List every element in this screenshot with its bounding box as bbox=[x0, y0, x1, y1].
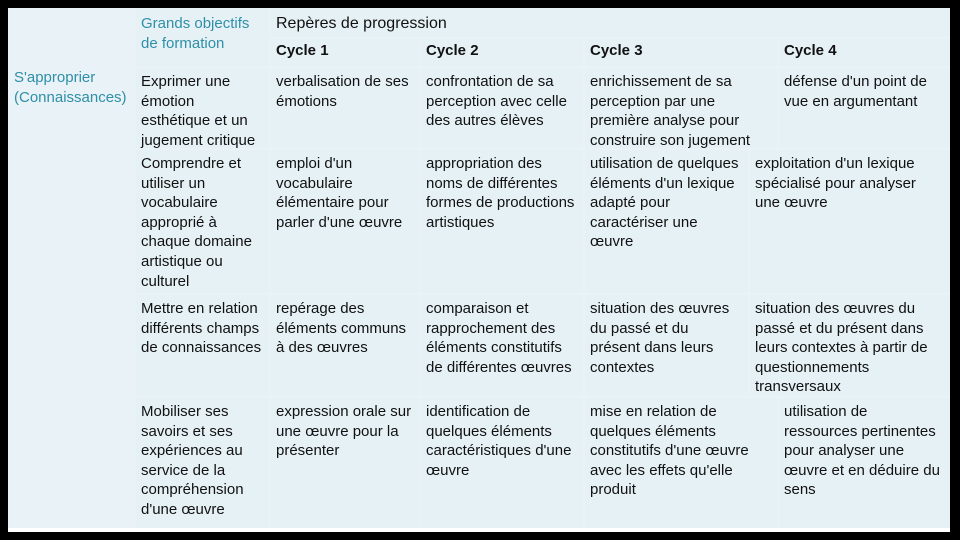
row1-cycle4: défense d'un point de vue en argumentant bbox=[779, 68, 950, 148]
row3-cycle3: situation des œuvres du passé et du présent dans leurs contextes bbox=[585, 295, 748, 396]
bottom-strip bbox=[8, 528, 950, 532]
objectives-header: Grands objectifs de formation bbox=[136, 8, 269, 66]
row1-cycle2: confrontation de sa perception avec celle des autres élèves bbox=[421, 68, 583, 148]
section-label: S'approprier (Connaissances) bbox=[8, 66, 134, 528]
row1-cycle3: enrichissement de sa perception par une première analyse pour construire son jugement bbox=[585, 68, 777, 148]
row1-objective: Exprimer une émotion esthétique et un jugement critique bbox=[136, 68, 269, 148]
cycle3-header: Cycle 3 bbox=[585, 39, 777, 66]
cycle4-header: Cycle 4 bbox=[779, 39, 950, 66]
row4-cycle4: utilisation de ressources pertinentes pour analyser une œuvre et en déduire du sens bbox=[779, 398, 950, 528]
row1-cycle1: verbalisation de ses émotions bbox=[271, 68, 419, 148]
row2-cycle1: emploi d'un vocabulaire élémentaire pour parler d'une œuvre bbox=[271, 150, 419, 293]
row3-objective: Mettre en relation différents champs de connaissances bbox=[136, 295, 269, 396]
row4-objective: Mobiliser ses savoirs et ses expériences au service de la compréhension d'une œuvre bbox=[136, 398, 269, 528]
row2-cycle4: exploitation d'un lexique spécialisé pour analyser une œuvre bbox=[750, 150, 950, 293]
progression-header: Repères de progression bbox=[271, 8, 950, 37]
cycle1-header: Cycle 1 bbox=[271, 39, 419, 66]
row3-cycle2: comparaison et rapprochement des éléments constitutifs de différentes œuvres bbox=[421, 295, 583, 396]
cycle2-header: Cycle 2 bbox=[421, 39, 583, 66]
row3-cycle4: situation des œuvres du passé et du présent dans leurs contextes à partir de questionnements transversaux bbox=[750, 295, 950, 396]
row4-cycle3: mise en relation de quelques éléments constitutifs d'une œuvre avec les effets qu'elle produit bbox=[585, 398, 777, 528]
row3-cycle1: repérage des éléments communs à des œuvres bbox=[271, 295, 419, 396]
row2-objective: Comprendre et utiliser un vocabulaire approprié à chaque domaine artistique ou culturel bbox=[136, 150, 269, 293]
row2-cycle2: appropriation des noms de différentes formes de productions artistiques bbox=[421, 150, 583, 293]
row2-cycle3: utilisation de quelques éléments d'un lexique adapté pour caractériser une œuvre bbox=[585, 150, 748, 293]
row4-cycle2: identification de quelques éléments caractéristiques d'une œuvre bbox=[421, 398, 583, 528]
row4-cycle1: expression orale sur une œuvre pour la présenter bbox=[271, 398, 419, 528]
